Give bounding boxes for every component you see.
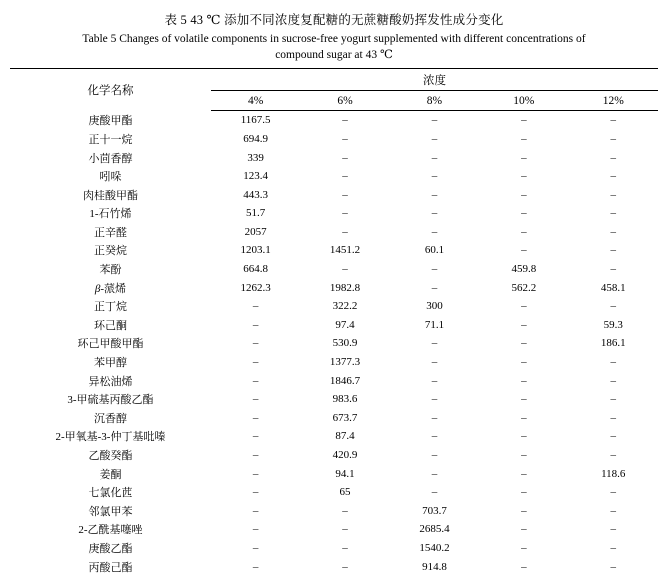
cell-value: 60.1	[424, 244, 445, 257]
cell-value: –	[610, 151, 617, 164]
cell-value: 694.9	[243, 132, 268, 145]
cell-value: –	[431, 374, 438, 387]
cell-value: –	[342, 263, 348, 276]
cell-value: –	[610, 560, 617, 573]
table-row	[10, 111, 658, 130]
table-row	[10, 316, 658, 335]
column-header-chemical-name: 化学名称	[10, 69, 211, 111]
table-row	[10, 148, 658, 167]
cell-chemical-name: 3-甲硫基丙酸乙酯	[67, 394, 154, 407]
table-row	[10, 223, 658, 242]
cell-value: –	[342, 207, 348, 220]
cell-value: –	[521, 393, 527, 406]
cell-value: –	[342, 225, 348, 238]
cell-value: –	[431, 263, 438, 276]
cell-chemical-name: 正十一烷	[88, 133, 133, 146]
cell-value: –	[431, 188, 438, 201]
cell-value: –	[252, 393, 259, 406]
cell-chemical-name: β-蒎烯	[94, 282, 127, 295]
cell-value: –	[521, 560, 527, 573]
cell-value: –	[610, 114, 617, 127]
cell-value: –	[431, 151, 438, 164]
cell-value: –	[431, 393, 438, 406]
cell-value: –	[252, 430, 259, 443]
cell-value: –	[521, 132, 527, 145]
cell-value: –	[610, 356, 617, 369]
table-row	[10, 520, 658, 539]
cell-value: –	[521, 300, 527, 313]
cell-value: –	[521, 449, 527, 462]
cell-value: 914.8	[422, 560, 447, 573]
table-row	[10, 185, 658, 204]
cell-chemical-name: 庚酸甲酯	[88, 115, 133, 128]
cell-chemical-name: 正辛醛	[93, 226, 127, 239]
table-row	[10, 334, 658, 353]
cell-value: –	[252, 467, 259, 480]
cell-value: –	[521, 337, 527, 350]
cell-value: –	[342, 188, 348, 201]
cell-value: 1982.8	[329, 281, 361, 294]
cell-value: 2057	[244, 225, 267, 238]
cell-value: –	[252, 356, 259, 369]
cell-chemical-name: 小茴香醇	[88, 152, 133, 165]
cell-value: –	[342, 523, 348, 536]
cell-value: –	[431, 337, 438, 350]
cell-value: –	[521, 188, 527, 201]
cell-value: –	[431, 281, 438, 294]
column-group-header-concentration: 浓度	[211, 69, 658, 91]
cell-value: –	[521, 411, 527, 424]
table-row	[10, 502, 658, 521]
table-row	[10, 278, 658, 297]
cell-value: –	[431, 170, 438, 183]
cell-value: –	[342, 151, 348, 164]
column-header-12pct: 12%	[569, 91, 658, 111]
cell-value: –	[252, 300, 259, 313]
column-header-8pct: 8%	[390, 91, 479, 111]
table-row	[10, 204, 658, 223]
table-row	[10, 483, 658, 502]
table-title-english-line2: compound sugar at 43 ℃	[275, 48, 393, 61]
column-header-4pct: 4%	[211, 91, 300, 111]
table-row	[10, 241, 658, 260]
cell-value: 322.2	[332, 300, 358, 313]
cell-chemical-name: 环己酮	[93, 319, 127, 332]
cell-chemical-name: 丙酸己酯	[88, 561, 133, 574]
cell-value: 703.7	[422, 504, 447, 517]
cell-chemical-name: 1-石竹烯	[89, 208, 132, 221]
cell-value: –	[521, 467, 527, 480]
cell-value: 1846.7	[329, 374, 361, 387]
cell-value: –	[610, 411, 617, 424]
table-body	[10, 69, 658, 576]
cell-value: 673.7	[332, 411, 358, 424]
cell-value: 186.1	[600, 337, 626, 350]
cell-chemical-name: 2-乙酰基噻唑	[78, 524, 143, 537]
cell-value: –	[610, 486, 617, 499]
cell-value: 420.9	[332, 449, 358, 462]
cell-chemical-name: 沉香醇	[93, 412, 127, 425]
cell-chemical-name: 环己甲酸甲酯	[77, 338, 144, 351]
cell-chemical-name: 吲哚	[99, 171, 122, 184]
cell-value: –	[431, 411, 438, 424]
cell-value: –	[431, 225, 438, 238]
cell-value: 459.8	[511, 263, 537, 276]
cell-value: 443.3	[243, 188, 268, 201]
cell-value: 300	[426, 300, 443, 313]
column-header-10pct: 10%	[479, 91, 568, 111]
cell-value: 71.1	[424, 318, 445, 331]
table-row	[10, 409, 658, 428]
table-row	[10, 353, 658, 372]
cell-chemical-name: 姜酮	[99, 468, 122, 481]
table-row	[10, 446, 658, 465]
cell-value: –	[252, 523, 259, 536]
cell-value: –	[252, 337, 259, 350]
cell-value: –	[610, 188, 617, 201]
cell-value: –	[610, 504, 617, 517]
cell-value: –	[521, 523, 527, 536]
cell-value: –	[521, 244, 527, 257]
cell-value: –	[521, 151, 527, 164]
cell-chemical-name: 庚酸乙酯	[88, 542, 133, 555]
table-row	[10, 167, 658, 186]
cell-value: –	[521, 374, 527, 387]
table-row	[10, 539, 658, 558]
cell-value: –	[342, 504, 348, 517]
cell-value: –	[521, 170, 527, 183]
cell-value: –	[521, 504, 527, 517]
cell-value: –	[610, 207, 617, 220]
cell-chemical-name: 正癸烷	[93, 245, 127, 258]
cell-value: 458.1	[600, 281, 626, 294]
table-row	[10, 130, 658, 149]
cell-value: –	[521, 225, 527, 238]
cell-value: –	[521, 430, 527, 443]
cell-chemical-name: 七氯化苉	[88, 487, 133, 500]
cell-value: –	[431, 132, 438, 145]
cell-value: –	[252, 411, 259, 424]
table-row	[10, 371, 658, 390]
cell-value: –	[252, 560, 259, 573]
cell-value: –	[610, 523, 617, 536]
cell-value: –	[252, 486, 259, 499]
cell-value: –	[431, 207, 438, 220]
cell-value: –	[521, 541, 527, 554]
cell-value: 983.6	[332, 393, 358, 406]
cell-value: –	[610, 449, 617, 462]
cell-value: 1377.3	[329, 356, 361, 369]
cell-value: 97.4	[335, 318, 355, 331]
cell-value: –	[252, 504, 259, 517]
cell-value: –	[610, 430, 617, 443]
cell-chemical-name: 肉桂酸甲酯	[82, 189, 138, 202]
cell-value: –	[431, 449, 438, 462]
cell-value: –	[342, 132, 348, 145]
cell-value: –	[252, 449, 259, 462]
cell-value: –	[610, 244, 617, 257]
cell-chemical-name: 异松油烯	[88, 375, 133, 388]
table-row	[10, 557, 658, 576]
table-row	[10, 427, 658, 446]
cell-value: –	[610, 541, 617, 554]
table-row	[10, 390, 658, 409]
cell-value: –	[610, 374, 617, 387]
cell-value: –	[431, 114, 438, 127]
cell-chemical-name: 苯甲醇	[93, 357, 127, 370]
table-row	[10, 260, 658, 279]
cell-value: –	[342, 541, 348, 554]
cell-value: 530.9	[332, 337, 358, 350]
cell-chemical-name: 乙酸癸酯	[88, 450, 133, 463]
table-title-chinese: 表 5 43 ℃ 添加不同浓度复配糖的无蔗糖酸奶挥发性成分变化	[164, 13, 504, 27]
cell-value: 1540.2	[419, 541, 450, 554]
cell-value: 1167.5	[240, 114, 271, 127]
cell-value: 87.4	[335, 430, 355, 443]
cell-value: –	[252, 374, 259, 387]
cell-value: 1451.2	[329, 244, 361, 257]
cell-value: –	[610, 132, 617, 145]
cell-value: –	[431, 467, 438, 480]
cell-value: –	[521, 356, 527, 369]
table-title-english-line1: Table 5 Changes of volatile components in sucrose-free yogurt supplemented with different concentrations of	[82, 33, 586, 45]
cell-value: 118.6	[601, 467, 626, 480]
volatile-components-table	[10, 68, 658, 576]
cell-value: 1203.1	[240, 244, 271, 257]
cell-value: –	[610, 170, 617, 183]
cell-value: –	[342, 560, 348, 573]
cell-value: –	[521, 207, 527, 220]
cell-chemical-name: 苯酚	[99, 264, 122, 277]
cell-value: 51.7	[246, 207, 266, 220]
cell-value: –	[521, 318, 527, 331]
table-row	[10, 297, 658, 316]
cell-value: 664.8	[243, 263, 268, 276]
cell-value: –	[431, 430, 438, 443]
cell-value: –	[342, 170, 348, 183]
cell-chemical-name: 正丁烷	[93, 301, 127, 314]
table-row	[10, 464, 658, 483]
table-header-row-1	[10, 69, 658, 91]
cell-value: 1262.3	[240, 281, 271, 294]
cell-value: –	[431, 356, 438, 369]
cell-value: –	[342, 114, 348, 127]
cell-value: –	[610, 225, 617, 238]
cell-value: 339	[247, 151, 264, 164]
cell-value: –	[252, 318, 259, 331]
cell-value: 65	[339, 486, 351, 499]
table-title-english	[44, 32, 624, 63]
cell-value: 123.4	[243, 170, 268, 183]
cell-value: –	[610, 393, 617, 406]
cell-chemical-name: 邻氯甲苯	[88, 505, 133, 518]
cell-value: 59.3	[603, 318, 623, 331]
cell-value: –	[431, 486, 438, 499]
cell-value: 562.2	[511, 281, 537, 294]
cell-value: 94.1	[335, 467, 355, 480]
cell-value: –	[610, 300, 617, 313]
cell-value: –	[610, 263, 617, 276]
cell-chemical-name: 2-甲氧基-3-仲丁基吡嗪	[55, 431, 166, 444]
cell-value: 2685.4	[419, 523, 450, 536]
cell-value: –	[521, 114, 527, 127]
cell-value: –	[252, 541, 259, 554]
column-header-6pct: 6%	[300, 91, 389, 111]
cell-value: –	[521, 486, 527, 499]
